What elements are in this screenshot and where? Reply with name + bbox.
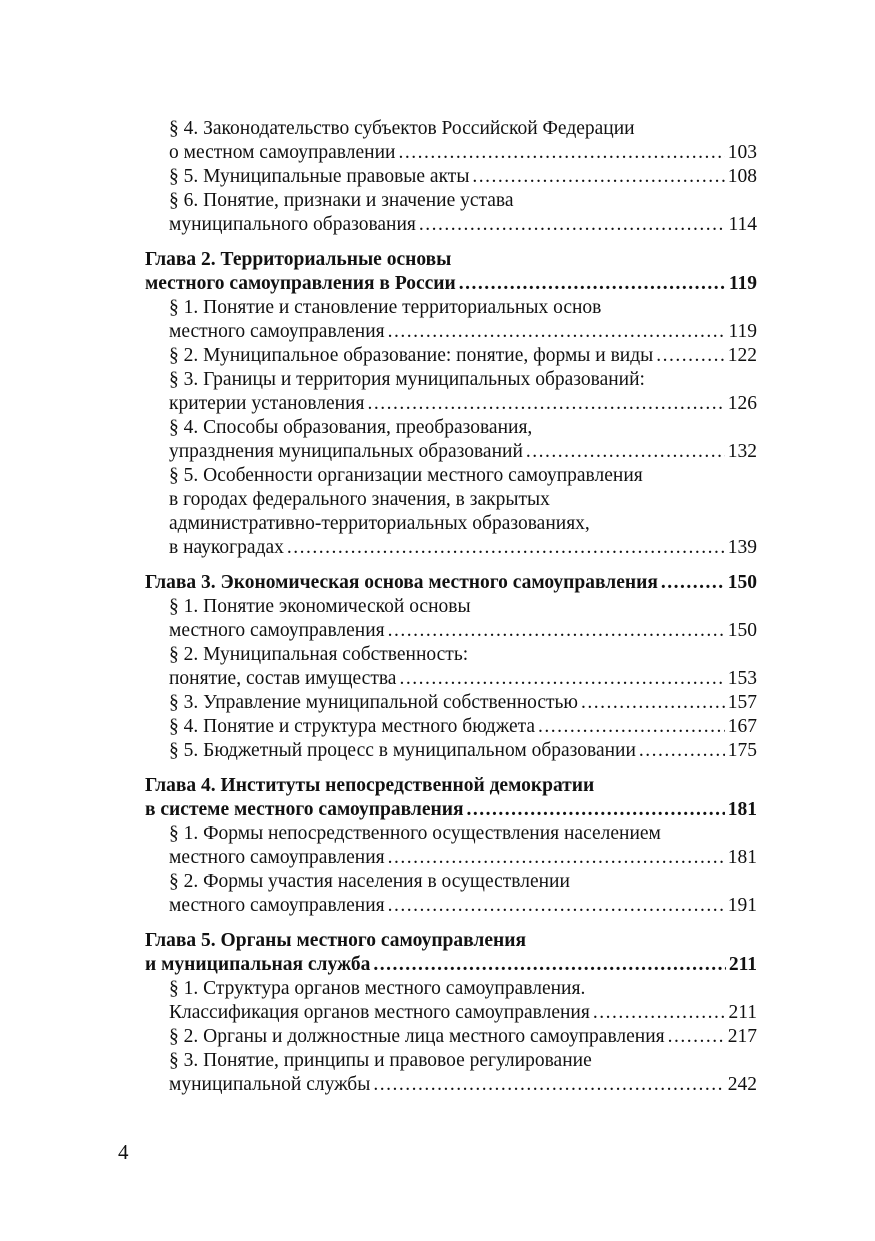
toc-entry-page-number: 175 [727,740,757,761]
toc-entry-line [145,320,757,344]
toc-entry-page-number: 181 [727,847,757,868]
dot-leader [388,320,726,344]
toc-entry-text: § 5. Бюджетный процесс в муниципальном образовании [169,740,636,761]
toc-entry-line [145,691,757,715]
toc-entry-text: § 3. Управление муниципальной собственностью [169,692,579,713]
chapter-title-line [145,798,757,822]
chapter-title-line [145,571,757,595]
table-of-contents [145,117,757,1097]
chapter-title-text: и муниципальная служба [145,954,371,975]
toc-entry-page-number: 242 [727,1074,757,1095]
toc-entry-text: § 4. Понятие и структура местного бюджета [169,716,536,737]
toc-entry-line [145,392,757,416]
toc-entry-page-number: 153 [727,668,757,689]
dot-leader [467,798,725,822]
dot-leader [388,894,725,918]
toc-entry-line: § 4. Способы образования, преобразования, [169,417,533,438]
toc-entry-line [145,165,757,189]
toc-entry-line: в городах федерального значения, в закрытых [169,489,550,510]
toc-entry-page-number: 122 [727,345,757,366]
dot-leader [373,1073,724,1097]
dot-leader [472,165,724,189]
toc-entry-page-number: 132 [727,441,757,462]
toc-entry-line: административно-территориальных образованиях, [169,513,590,534]
dot-leader [593,1001,726,1025]
chapter-page-number: 150 [727,572,757,593]
chapter-title-line: Глава 2. Территориальные основы [145,249,452,270]
toc-chapter [145,929,757,1097]
toc-entry-text: местного самоуправления [169,321,385,342]
chapter-page-number: 119 [728,273,757,294]
toc-entry-line [145,213,757,237]
toc-entry-page-number: 139 [727,537,757,558]
toc-entry-line: § 4. Законодательство субъектов Российской Федерации [169,118,635,139]
toc-entry-line [145,894,757,918]
toc-entry-line [145,739,757,763]
dot-leader [639,739,725,763]
toc-entry-text: понятие, состав имущества [169,668,397,689]
toc-entry-text: местного самоуправления [169,620,385,641]
toc-entry-text: муниципальной службы [169,1074,371,1095]
dot-leader [661,571,725,595]
toc-entry-line: § 3. Понятие, принципы и правовое регулирование [169,1050,592,1071]
chapter-page-number: 181 [727,799,757,820]
toc-entry-line: § 2. Муниципальная собственность: [169,644,469,665]
toc-entry-text: § 2. Муниципальное образование: понятие, формы и виды [169,345,654,366]
dot-leader [388,846,725,870]
chapter-title-line: Глава 5. Органы местного самоуправления [145,930,527,951]
toc-entry-page-number: 217 [727,1026,757,1047]
toc-entry-line [145,1001,757,1025]
dot-leader [538,715,725,739]
toc-chapter [145,248,757,560]
chapter-page-number: 211 [728,954,757,975]
toc-entry-text: о местном самоуправлении [169,142,396,163]
toc-entry-line: § 1. Понятие и становление территориальных основ [169,297,602,318]
toc-entry-line: § 1. Формы непосредственного осуществления населением [169,823,661,844]
dot-leader [459,272,726,296]
chapter-title-text: местного самоуправления в России [145,273,456,294]
dot-leader [373,953,725,977]
toc-entry-page-number: 191 [727,895,757,916]
toc-entry-text: муниципального образования [169,214,416,235]
toc-entry-line [145,715,757,739]
toc-entry-page-number: 103 [727,142,757,163]
toc-entry-page-number: 157 [727,692,757,713]
chapter-title-line: Глава 4. Институты непосредственной демократии [145,775,595,796]
toc-chapter [145,117,757,237]
toc-entry-line [145,667,757,691]
toc-entry-text: Классификация органов местного самоуправления [169,1002,590,1023]
dot-leader [287,536,725,560]
toc-entry-text: § 5. Муниципальные правовые акты [169,166,470,187]
page-number: 4 [118,1140,129,1164]
toc-entry-line [145,1025,757,1049]
toc-entry-line: § 5. Особенности организации местного самоуправления [169,465,643,486]
toc-entry-line [145,344,757,368]
toc-entry-text: местного самоуправления [169,895,385,916]
toc-entry-page-number: 167 [727,716,757,737]
toc-entry-line: § 2. Формы участия населения в осуществлении [169,871,570,892]
toc-entry-page-number: 150 [727,620,757,641]
toc-entry-text: местного самоуправления [169,847,385,868]
toc-entry-line [145,141,757,165]
toc-entry-line [145,619,757,643]
chapter-title-line [145,272,757,296]
toc-entry-page-number: 126 [727,393,757,414]
toc-chapter [145,571,757,763]
toc-entry-line [145,1073,757,1097]
chapter-title-text: Глава 3. Экономическая основа местного самоуправления [145,572,658,593]
toc-entry-page-number: 108 [727,166,757,187]
chapter-title-line [145,953,757,977]
dot-leader [656,344,725,368]
toc-entry-line [145,536,757,560]
dot-leader [398,141,724,165]
toc-entry-page-number: 119 [728,321,757,342]
toc-entry-text: критерии установления [169,393,365,414]
dot-leader [368,392,725,416]
dot-leader [399,667,724,691]
toc-entry-line: § 3. Границы и территория муниципальных образований: [169,369,645,390]
dot-leader [581,691,725,715]
toc-entry-line: § 1. Структура органов местного самоуправления. [169,978,586,999]
toc-entry-line [145,846,757,870]
toc-chapter [145,774,757,918]
toc-entry-text: в наукоградах [169,537,284,558]
toc-entry-page-number: 114 [728,214,757,235]
toc-entry-text: упразднения муниципальных образований [169,441,523,462]
dot-leader [419,213,726,237]
toc-entry-line: § 1. Понятие экономической основы [169,596,471,617]
dot-leader [526,440,725,464]
chapter-title-text: в системе местного самоуправления [145,799,464,820]
toc-entry-page-number: 211 [728,1002,757,1023]
toc-entry-line: § 6. Понятие, признаки и значение устава [169,190,514,211]
dot-leader [388,619,725,643]
dot-leader [668,1025,725,1049]
toc-entry-line [145,440,757,464]
toc-entry-text: § 2. Органы и должностные лица местного самоуправления [169,1026,665,1047]
